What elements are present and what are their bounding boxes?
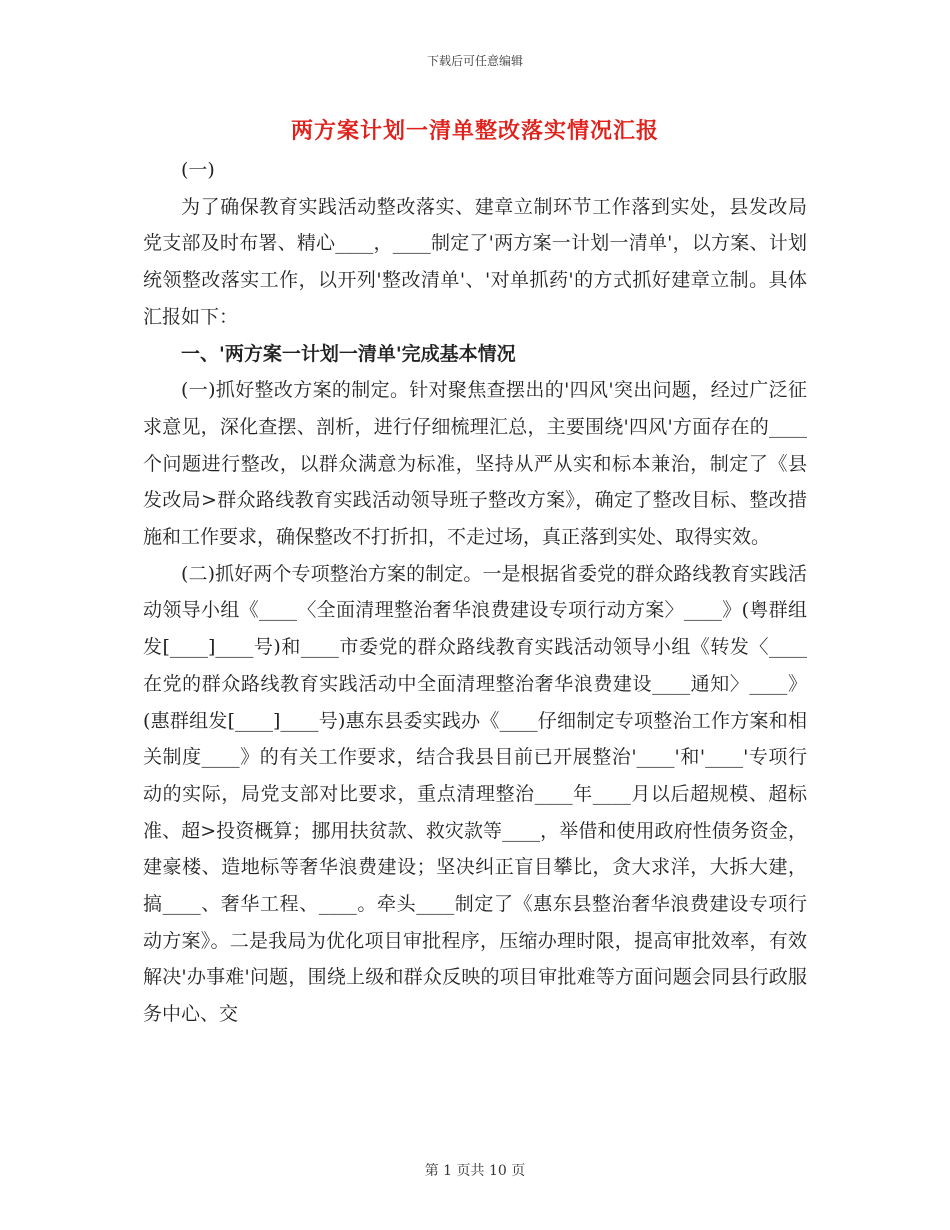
intro-paragraph: 为了确保教育实践活动整改落实、建章立制环节工作落到实处，县发改局党支部及时布署、精心____，____制定了'两方案一计划一清单'，以方案、计划统领整改落实工作，以开列'整改清单'、'对单抓药'的方式抓好建章立制。具体汇报如下： [143,195,807,328]
paragraph-2: (二)抓好两个专项整治方案的制定。一是根据省委党的群众路线教育实践活动领导小组《____〈全面清理整治奢华浪费建设专项行动方案〉____》(粤群组发[____]____号)和____市委党的群众路线教育实践活动领导小组《转发〈____在党的群众路线教育实践活动中全面清理整治奢华浪费建设____通知〉____》(惠群组发[____]____号)惠东县委实践办《____仔细制定专项整治工作方案和相关制度____》的有关工作要求，结合我县目前已开展整治'____'和'____'专项行动的实际，局党支部对比要求，重点清理整治____年____月以后超规模、超标准、超>投资概算；挪用扶贫款、救灾款等____，举借和使用政府性债务资金，建豪楼、造地标等奢华浪费建设；坚决纠正盲目攀比，贪大求洋，大拆大建，搞____、奢华工程、____。牵头____制定了《惠东县整治奢华浪费建设专项行动方案》。二是我局为优化项目审批程序，压缩办理时限，提高审批效率，有效解决'办事难'问题，围绕上级和群众反映的项目审批难等方面问题会同县行政服务中心、交 [143,562,807,1026]
document-title: 两方案计划一清单整改落实情况汇报 [290,118,659,144]
document-body [143,152,807,1033]
page-footer: 第 1 页共 10 页 [424,1163,526,1179]
paragraph-1: (一)抓好整改方案的制定。针对聚焦查摆出的'四风'突出问题，经过广泛征求意见，深化查摆、剖析，进行仔细梳理汇总，主要围绕'四风'方面存在的____个问题进行整改，以群众满意为标准，坚持从严从实和标本兼治，制定了《县发改局>群众路线教育实践活动领导班子整改方案》，确定了整改目标、整改措施和工作要求，确保整改不打折扣，不走过场，真正落到实处、取得实效。 [143,379,807,549]
section-heading-1: 一、'两方案一计划一清单'完成基本情况 [181,342,516,365]
section-marker: (一) [181,159,215,181]
page-header-note: 下载后可任意编辑 [426,54,523,68]
